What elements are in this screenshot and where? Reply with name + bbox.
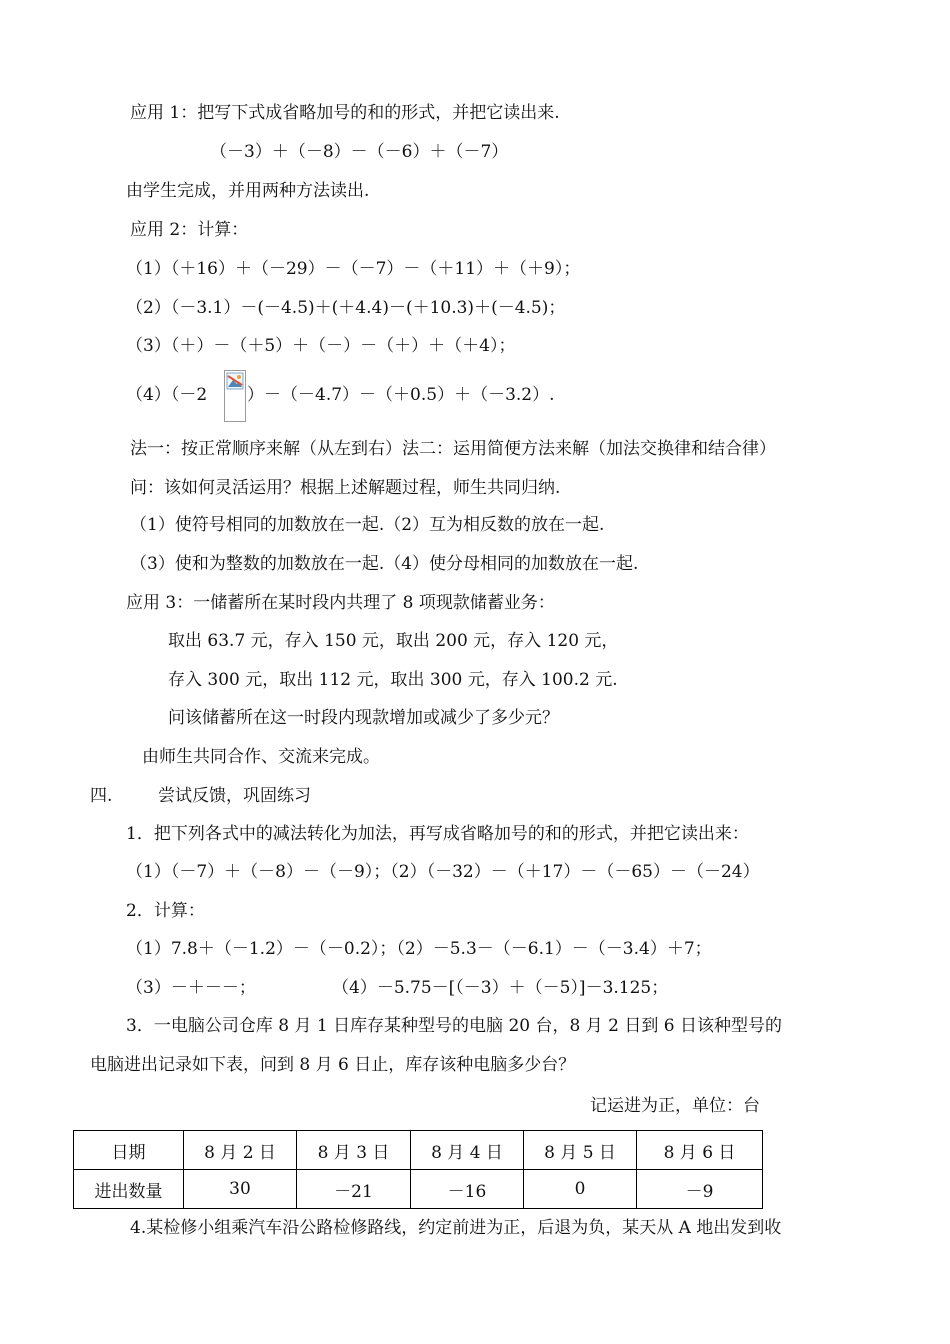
problem-2-1: （1）（＋16）＋（－29）－（－7）－（＋11）＋（＋9）； xyxy=(126,259,581,279)
exercise-2-prompt: 2．计算： xyxy=(126,901,205,921)
section-title: 尝试反馈，巩固练习 xyxy=(158,786,311,806)
table-header-row xyxy=(74,1131,763,1170)
problem-2-4-part-b: ）－（－4.7）－（＋0.5）＋（－3.2）. xyxy=(247,385,555,405)
problem-2-2: （2）（－3.1）－(－4.5)＋(＋4.4)－(＋10.3)＋(－4.5)； xyxy=(126,298,566,318)
application-1-expression: （－3）＋（－8）－（－6）＋（－7） xyxy=(210,142,509,162)
exercise-3-line-1: 3．一电脑公司仓库 8 月 1 日库存某种型号的电脑 20 台，8 月 2 日到 6 日该种型号的 xyxy=(126,1016,782,1036)
problem-2-3: （3）（＋）－（＋5）＋（－）－（＋）＋（＋4）； xyxy=(126,336,516,356)
broken-image-icon xyxy=(224,370,246,422)
exercise-3-line-2: 电脑进出记录如下表，问到 8 月 6 日止，库存该种电脑多少台？ xyxy=(90,1055,576,1075)
section-number: 四. xyxy=(90,786,113,806)
application-3-note: 由师生共同合作、交流来完成。 xyxy=(142,747,380,767)
table-header-cell: 8 月 6 日 xyxy=(637,1131,763,1170)
application-1-heading: 应用 1：把写下式成省略加号的和的形式，并把它读出来. xyxy=(130,103,560,123)
question-summary: 问：该如何灵活运用？根据上述解题过程，师生共同归纳. xyxy=(130,478,561,498)
table-note: 记运进为正，单位：台 xyxy=(590,1096,760,1116)
table-header-cell: 8 月 5 日 xyxy=(524,1131,637,1170)
inventory-table xyxy=(73,1130,763,1209)
problem-2-4-part-a: （4）（－2 xyxy=(126,385,208,405)
table-cell: 进出数量 xyxy=(74,1170,184,1209)
exercise-2-items-a: （1）7.8＋（－1.2）－（－0.2）；（2）－5.3－（－6.1）－（－3.4）＋7； xyxy=(126,939,712,959)
method-description: 法一：按正常顺序来解（从左到右）法二：运用简便方法来解（加法交换律和结合律） xyxy=(130,439,776,459)
table-header-cell: 日期 xyxy=(74,1131,184,1170)
table-cell: 30 xyxy=(184,1170,297,1209)
table-row xyxy=(74,1170,763,1209)
transactions-line-2: 存入 300 元，取出 112 元，取出 300 元，存入 100.2 元. xyxy=(168,670,618,690)
application-3-question: 问该储蓄所在这一时段内现款增加或减少了多少元？ xyxy=(168,708,559,728)
table-cell: －9 xyxy=(637,1170,763,1209)
application-2-heading: 应用 2：计算： xyxy=(130,220,249,240)
exercise-4-line-1: 4.某检修小组乘汽车沿公路检修路线，约定前进为正，后退为负，某天从 A 地出发到收 xyxy=(130,1218,782,1238)
exercise-1-prompt: 1．把下列各式中的减法转化为加法，再写成省略加号的和的形式，并把它读出来： xyxy=(126,824,749,844)
table-header-cell: 8 月 2 日 xyxy=(184,1131,297,1170)
transactions-line-1: 取出 63.7 元，存入 150 元，取出 200 元，存入 120 元， xyxy=(168,631,619,651)
table-cell: 0 xyxy=(524,1170,637,1209)
table-header-cell: 8 月 3 日 xyxy=(297,1131,411,1170)
exercise-2-item-3: （3）－＋－－； xyxy=(126,978,256,998)
exercise-2-item-4: （4）－5.75－[（－3）＋（－5）]－3.125； xyxy=(332,978,669,998)
table-cell: －16 xyxy=(411,1170,524,1209)
rule-1-2: （1）使符号相同的加数放在一起.（2）互为相反数的放在一起. xyxy=(130,515,605,535)
application-3-heading: 应用 3：一储蓄所在某时段内共理了 8 项现款储蓄业务： xyxy=(126,593,555,613)
table-header-cell: 8 月 4 日 xyxy=(411,1131,524,1170)
application-1-note: 由学生完成，并用两种方法读出. xyxy=(126,181,370,201)
exercise-1-items: （1）（－7）＋（－8）－（－9）；（2）（－32）－（＋17）－（－65）－（－24） xyxy=(126,862,760,882)
rule-3-4: （3）使和为整数的加数放在一起.（4）使分母相同的加数放在一起. xyxy=(130,554,639,574)
table-cell: －21 xyxy=(297,1170,411,1209)
